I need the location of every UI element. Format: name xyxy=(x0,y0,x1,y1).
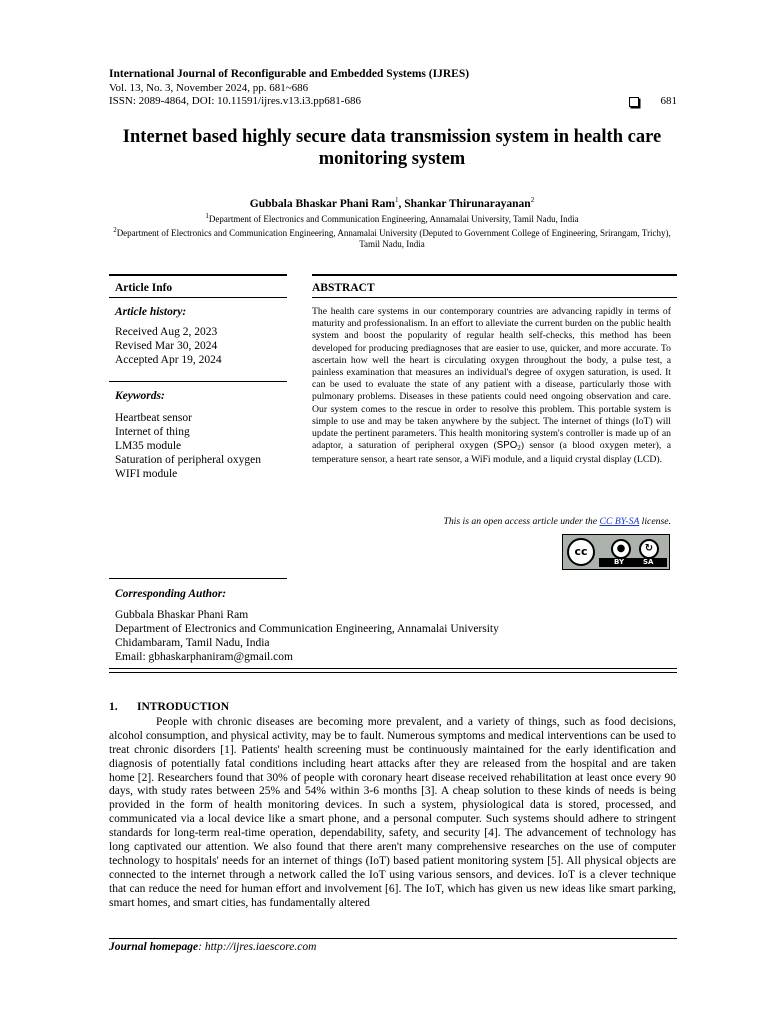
front-matter-rule-2 xyxy=(109,672,677,673)
by-label: BY xyxy=(614,558,625,566)
section-title: INTRODUCTION xyxy=(137,701,230,713)
author-separator: , xyxy=(398,197,405,210)
corresponding-name: Gubbala Bhaskar Phani Ram xyxy=(115,609,249,621)
journal-homepage-url[interactable]: : http://ijres.iaescore.com xyxy=(198,941,317,953)
article-history xyxy=(115,305,287,367)
square-bullet-icon xyxy=(629,97,639,107)
revised-date: Revised Mar 30, 2024 xyxy=(115,340,218,352)
footer-rule xyxy=(109,938,677,939)
keyword-item: Heartbeat sensor xyxy=(115,412,192,424)
open-access-prefix: This is an open access article under the xyxy=(443,516,600,527)
open-access-note xyxy=(312,516,671,527)
article-info-heading: Article Info xyxy=(115,282,173,294)
abstract-top-rule xyxy=(312,274,677,276)
article-info-heading-rule xyxy=(109,297,287,298)
spo2-subscript: 2 xyxy=(517,444,521,453)
paper-title: Internet based highly secure data transmission system in health care monitoring system xyxy=(122,127,662,169)
sa-label: SA xyxy=(643,558,654,566)
affiliation-mark: 1 xyxy=(205,212,209,220)
corresponding-dept: Department of Electronics and Communication Engineering, Annamalai University xyxy=(115,623,499,635)
keyword-item: Saturation of peripheral oxygen xyxy=(115,454,261,466)
keyword-item: WIFI module xyxy=(115,468,178,480)
corresponding-label: Corresponding Author: xyxy=(115,588,227,600)
corresponding-email[interactable]: Email: gbhaskarphaniram@gmail.com xyxy=(115,651,293,663)
received-date: Received Aug 2, 2023 xyxy=(115,326,218,338)
abstract-body-1: The health care systems in our contemporary countries are advancing rapidly in terms of maturity and professionalism. In an effort to alleviate the current burden on the public health system and boost the popularity of regular health self-checks, this method has been developed for producing prediagnoses that are easier to use, quicker, and more accurate. To ascertain how well the heart is circulating oxygen throughout the body, a pulse test, a painless examination that measures an individual's degree of oxygen saturation, is used. It can be used to evaluate the state of any patient with a disease, particularly those with pulmonary problems. Diseases in these patients could need ongoing observation and care. Our system comes to the rescue in order to resolve this problem. This portable system is simple to use and may be taken anywhere by the subject. The internet of things (IoT) will update the pertinent parameters. This health monitoring system's controller is made up of an adaptor, a saturation of peripheral oxygen ( xyxy=(312,306,671,452)
author-name: Gubbala Bhaskar Phani Ram xyxy=(249,197,395,210)
corresponding-city: Chidambaram, Tamil Nadu, India xyxy=(115,637,270,649)
badge-label-strip xyxy=(599,558,667,567)
introduction-heading xyxy=(109,701,676,715)
abstract-text xyxy=(312,306,671,467)
issn-doi-line: ISSN: 2089-4864, DOI: 10.11591/ijres.v13.i3.pp681-686 xyxy=(109,95,361,107)
abstract-heading: ABSTRACT xyxy=(312,282,375,294)
page-number: 681 xyxy=(660,95,677,107)
affiliation-text: Department of Electronics and Communication Engineering, Annamalai University (Deputed to Government College of Engineering, Srirangam, Trichy), Tamil Nadu, India xyxy=(116,228,671,249)
keywords-block xyxy=(115,389,287,481)
cc-by-sa-badge[interactable] xyxy=(562,534,670,570)
affiliation-2 xyxy=(108,225,676,250)
footer-label: Journal homepage xyxy=(109,941,199,953)
history-divider xyxy=(109,381,287,382)
author-affil-mark: 1 xyxy=(394,196,399,204)
journal-name: International Journal of Reconfigurable and Embedded Systems (IJRES) xyxy=(109,68,470,80)
front-matter-rule-1 xyxy=(109,668,677,669)
introduction-paragraph: People with chronic diseases are becoming more prevalent, and a variety of things, such as food decisions, alcohol consumption, and physical activity, may be to fault. Numerous symptoms and medical interventions can be used to treat chronic disorders [1]. Patients' health screening must be continuously maintained for the early identification and diagnosis of potentially fatal conditions including heart attacks after they are released from the hospital and are taken home [2]. Researchers found that 30% of people with coronary heart disease received rehabilitation at least once every 90 days, with study rates between 25% and 54% within 3-6 months [3]. A cheap solution to these kinds of needs is being provided in the form of health monitoring devices. In such a system, physiological data is stored, processed, and communicated via a local device like a smart phone, and a personal computer. Such systems should adhere to stringent standards for long-term real-time operation, dependability, safety, and security [4]. The advancement of technology has long captivated our attention. We also found that there aren't many comprehensive researches on the use of computer technology to hospitals' needs for an internet of things (IoT) based patient monitoring system [5]. All physical objects are connected to the internet through a network called the IoT using various sensors, and devices. IoT is a clever technique that can reduce the need for human effort and involvement [6]. The IoT, which has given us new ideas like smart parking, smart homes, and smart cities, has fundamentally altered xyxy=(109,715,676,909)
journal-footer xyxy=(109,941,316,953)
author-name: Shankar Thirunarayanan xyxy=(404,197,531,210)
issn-row xyxy=(109,95,677,109)
cc-by-sa-link[interactable]: CC BY-SA xyxy=(599,516,640,527)
affiliation-1 xyxy=(108,211,676,225)
spo2-symbol: SPO xyxy=(496,440,518,452)
keywords-label: Keywords: xyxy=(115,390,165,402)
abstract-body-2: ) sensor (a blood oxygen meter), a temperature sensor, a heart rate sensor, a WiFi module, and a liquid crystal display (LCD). xyxy=(312,440,671,466)
affiliations xyxy=(108,211,676,250)
introduction-section xyxy=(109,701,676,911)
page-number-group xyxy=(629,95,678,109)
keyword-item: Internet of thing xyxy=(115,426,190,438)
keyword-item: LM35 module xyxy=(115,440,182,452)
abstract-heading-rule xyxy=(312,297,677,298)
cc-logo-icon: cc xyxy=(567,538,595,566)
history-label: Article history: xyxy=(115,306,187,318)
open-access-suffix: license. xyxy=(639,516,671,527)
article-info-top-rule xyxy=(109,274,287,276)
journal-header xyxy=(109,68,677,109)
author-affil-mark: 2 xyxy=(530,196,535,204)
affiliation-mark: 2 xyxy=(113,226,117,234)
corresponding-author xyxy=(115,587,675,664)
share-alike-icon: ↻ xyxy=(639,539,659,559)
volume-line: Vol. 13, No. 3, November 2024, pp. 681~686 xyxy=(109,81,309,94)
keywords-divider xyxy=(109,578,287,579)
affiliation-text: Department of Electronics and Communication Engineering, Annamalai University, Tamil Nadu, India xyxy=(208,214,579,224)
section-number: 1. xyxy=(109,701,118,713)
accepted-date: Accepted Apr 19, 2024 xyxy=(115,354,222,366)
author-list xyxy=(100,196,684,210)
attribution-person-icon: ● xyxy=(611,539,631,559)
